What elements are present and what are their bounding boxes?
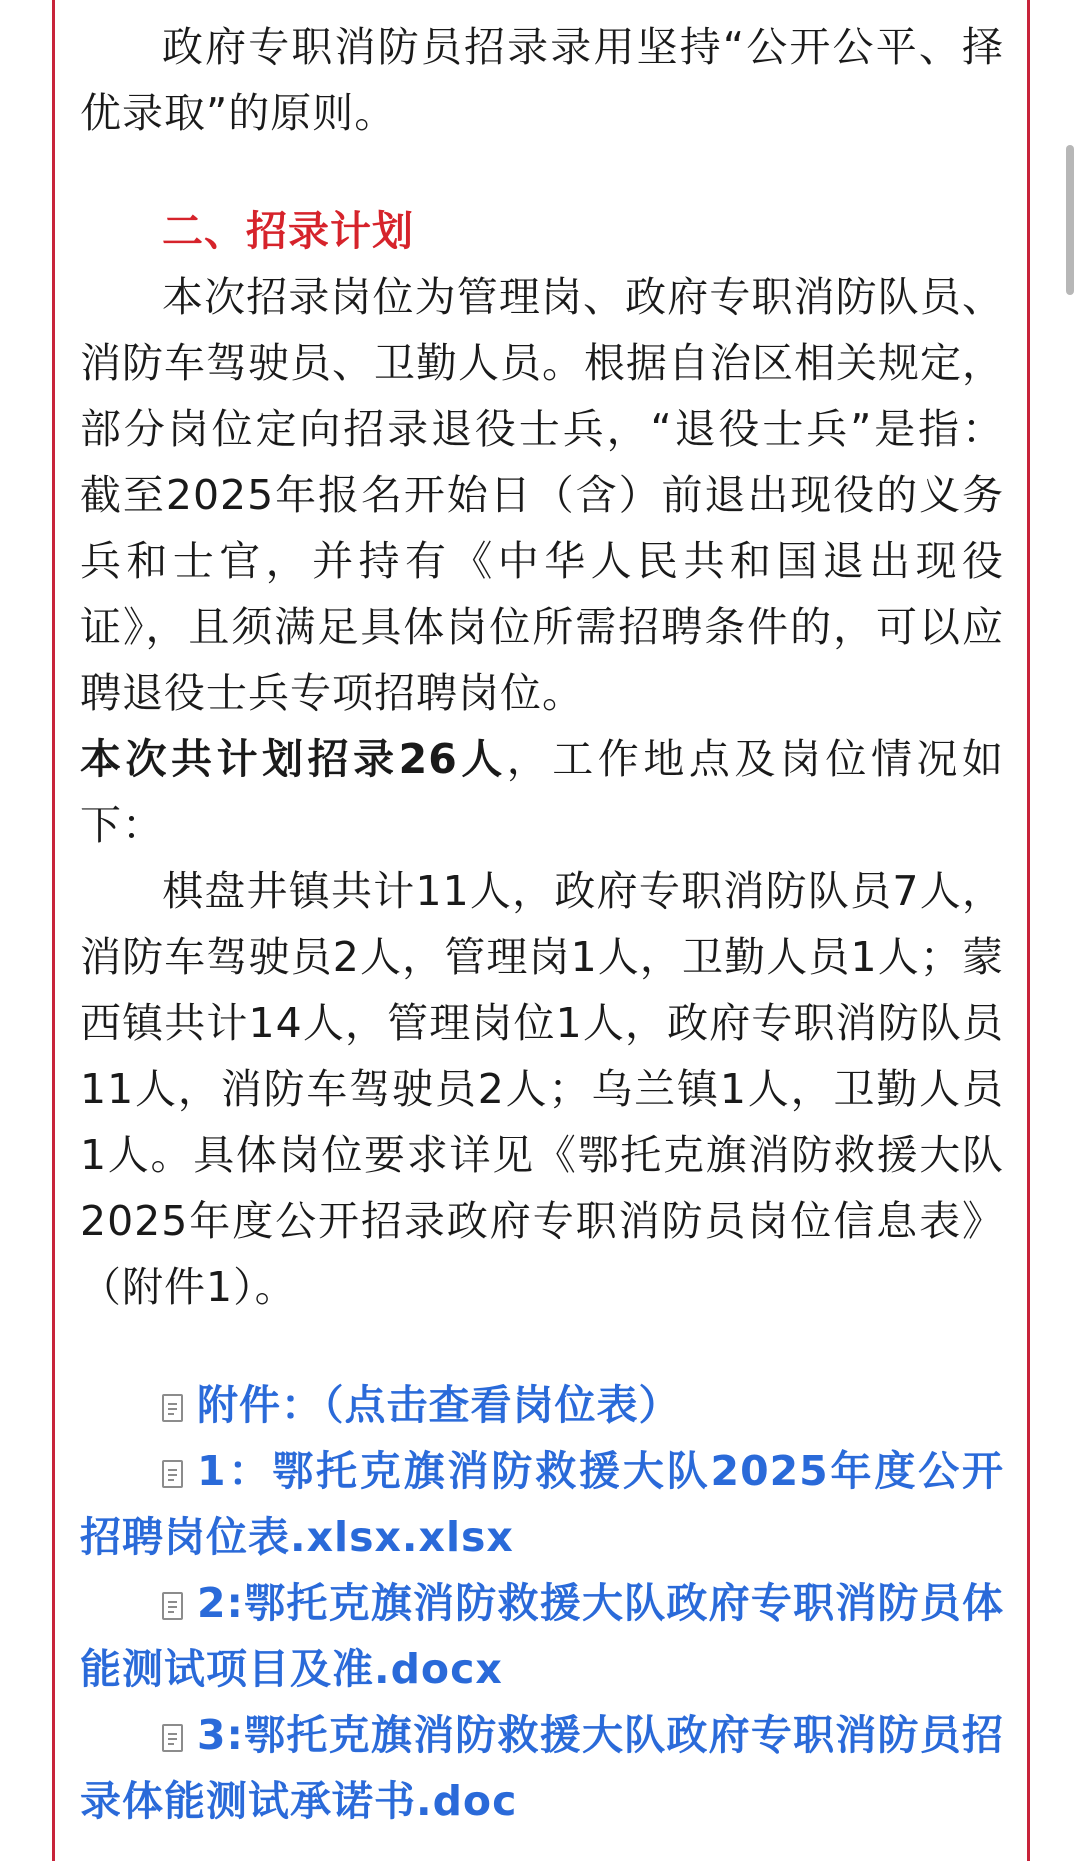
attachment-link-2[interactable] (80, 1570, 1004, 1702)
page-border-right (1027, 0, 1030, 1861)
plan-total-rest: ，工作地点及岗位情况如下： (80, 735, 1004, 849)
spacer (80, 1320, 1004, 1372)
page-border-left (52, 0, 55, 1861)
attachment-label-3: 3:鄂托克旗消防救援大队政府专职消防员招录体能测试承诺书.doc (80, 1711, 1004, 1825)
attachments-header-label: 附件：（点击查看岗位表） (197, 1381, 681, 1429)
article-body (80, 14, 1004, 1834)
document-icon (162, 1460, 183, 1488)
attachment-link-1[interactable] (80, 1438, 1004, 1570)
document-icon (162, 1592, 183, 1620)
plan-detail-paragraph: 棋盘井镇共计11人，政府专职消防队员7人，消防车驾驶员2人，管理岗1人，卫勤人员1人；蒙西镇共计14人，管理岗位1人，政府专职消防队员11人，消防车驾驶员2人；乌兰镇1人，卫勤人员1人。具体岗位要求详见《鄂托克旗消防救援大队2025年度公开招录政府专职消防员岗位信息表》（附件1）。 (80, 867, 1004, 1311)
plan-total-highlight: 本次共计划招录26人 (80, 735, 507, 783)
attachment-label-2: 2:鄂托克旗消防救援大队政府专职消防员体能测试项目及准.docx (80, 1579, 1004, 1693)
scrollbar-thumb[interactable] (1066, 145, 1074, 295)
section-heading-recruitment-plan: 二、招录计划 (162, 207, 414, 255)
attachment-link-3[interactable] (80, 1702, 1004, 1834)
document-icon (162, 1724, 183, 1752)
document-icon (162, 1394, 183, 1422)
attachments-header-link[interactable] (80, 1372, 1004, 1438)
principle-paragraph: 政府专职消防员招录录用坚持“公开公平、择优录取”的原则。 (80, 23, 1004, 137)
plan-total-paragraph (80, 726, 1004, 858)
plan-intro-paragraph: 本次招录岗位为管理岗、政府专职消防队员、消防车驾驶员、卫勤人员。根据自治区相关规定，部分岗位定向招录退役士兵，“退役士兵”是指：截至2025年报名开始日（含）前退出现役的义务兵和士官，并持有《中华人民共和国退出现役证》，且须满足具体岗位所需招聘条件的，可以应聘退役士兵专项招聘岗位。 (80, 273, 1004, 717)
attachment-label-1: 1：鄂托克旗消防救援大队2025年度公开招聘岗位表.xlsx.xlsx (80, 1447, 1004, 1561)
